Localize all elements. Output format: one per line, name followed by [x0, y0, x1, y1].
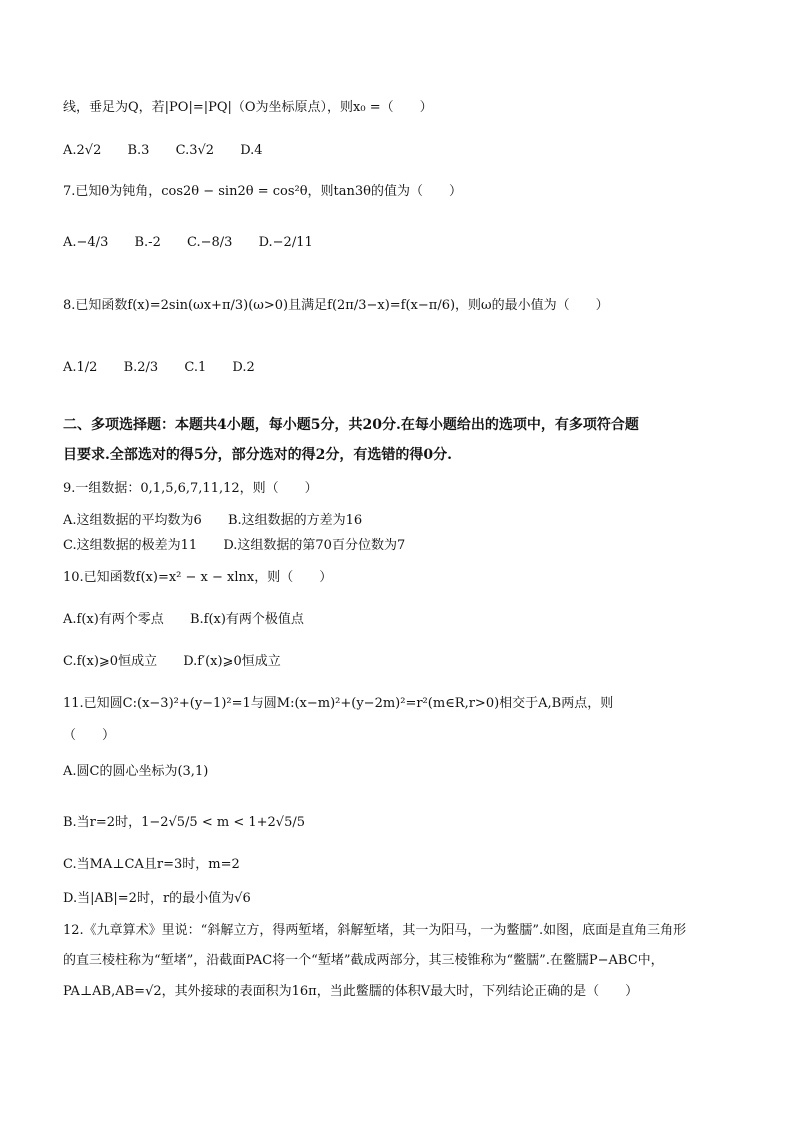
q10-option-a: A.f(x)有两个零点: [63, 612, 164, 627]
q10-option-d: D.f′(x)⩾0恒成立: [183, 654, 281, 669]
q8-option-b: B.2/3: [123, 360, 159, 375]
q11-stem-paren: （ ）: [63, 728, 116, 743]
q6-option-d: D.4: [240, 143, 263, 158]
q7-options: [63, 236, 335, 249]
q6-option-b: B.3: [127, 143, 150, 158]
q8-options: [63, 361, 277, 374]
q9-stem: 9.一组数据：0,1,5,6,7,11,12，则（ ）: [63, 481, 318, 496]
q7-stem: 7.已知θ为钝角，cos2θ − sin2θ = cos²θ，则tan3θ的值为（ ）: [63, 184, 462, 199]
q12-line-2: 的直三棱柱称为“堑堵”，沿截面PAC将一个“堑堵”截成两部分，其三棱锥称为“鳖臑”.在鳖臑P−ABC中，: [63, 953, 664, 968]
q6-option-a: A.2√2: [63, 143, 102, 158]
q8-option-c: C.1: [184, 360, 207, 375]
q9-option-c: C.这组数据的极差为11: [63, 538, 198, 553]
q10-options-ab: [63, 613, 326, 626]
q11-option-b: B.当r=2时，1−2√5/5 < m < 1+2√5/5: [63, 815, 305, 830]
q9-options-ab: [63, 514, 384, 527]
q11-stem: 11.已知圆C:(x−3)²+(y−1)²=1与圆M:(x−m)²+(y−2m)²=r²(m∈R,r>0)相交于A,B两点，则: [63, 696, 614, 711]
q11-option-a: A.圆C的圆心坐标为(3,1): [63, 764, 209, 779]
q10-stem: 10.已知函数f(x)=x² − x − xlnx，则（ ）: [63, 570, 333, 585]
q6-options: [63, 144, 285, 157]
q12-line-3: PA⊥AB,AB=√2，其外接球的表面积为16π，当此鳖臑的体积V最大时，下列结论正确的是（ ）: [63, 984, 639, 999]
q6-option-c: C.3√2: [175, 143, 215, 158]
q7-option-c: C.−8/3: [186, 235, 233, 250]
q9-option-b: B.这组数据的方差为16: [227, 513, 363, 528]
q8-option-a: A.1/2: [63, 360, 98, 375]
q8-stem: 8.已知函数f(x)=2sin(ωx+π/3)(ω>0)且满足f(2π/3−x)=f(x−π/6)，则ω的最小值为（ ）: [63, 298, 609, 313]
q11-option-d: D.当|AB|=2时，r的最小值为√6: [63, 891, 251, 906]
q8-option-d: D.2: [232, 360, 255, 375]
q12-line-1: 12.《九章算术》里说：“斜解立方，得两堑堵，斜解堑堵，其一为阳马，一为鳖臑”.如图，底面是直角三角形: [63, 923, 687, 938]
q10-option-c: C.f(x)⩾0恒成立: [63, 654, 158, 669]
q10-options-cd: [63, 655, 303, 668]
q7-option-b: B.-2: [134, 235, 161, 250]
q7-option-d: D.−2/11: [258, 235, 313, 250]
q9-options-cd: [63, 539, 427, 552]
q7-option-a: A.−4/3: [63, 235, 109, 250]
q6-continuation: 线，垂足为Q，若|PO|=|PQ|（O为坐标原点），则x₀ =（ ）: [63, 100, 433, 115]
q9-option-a: A.这组数据的平均数为6: [63, 513, 202, 528]
section-2-heading-cont: 目要求.全部选对的得5分，部分选对的得2分，有选错的得0分.: [63, 447, 452, 463]
section-2-heading: 二、多项选择题：本题共4小题，每小题5分，共20分.在每小题给出的选项中，有多项符合题: [63, 417, 639, 433]
q9-option-d: D.这组数据的第70百分位数为7: [223, 538, 406, 553]
q11-option-c: C.当MA⊥CA且r=3时，m=2: [63, 857, 240, 872]
q10-option-b: B.f(x)有两个极值点: [189, 612, 304, 627]
